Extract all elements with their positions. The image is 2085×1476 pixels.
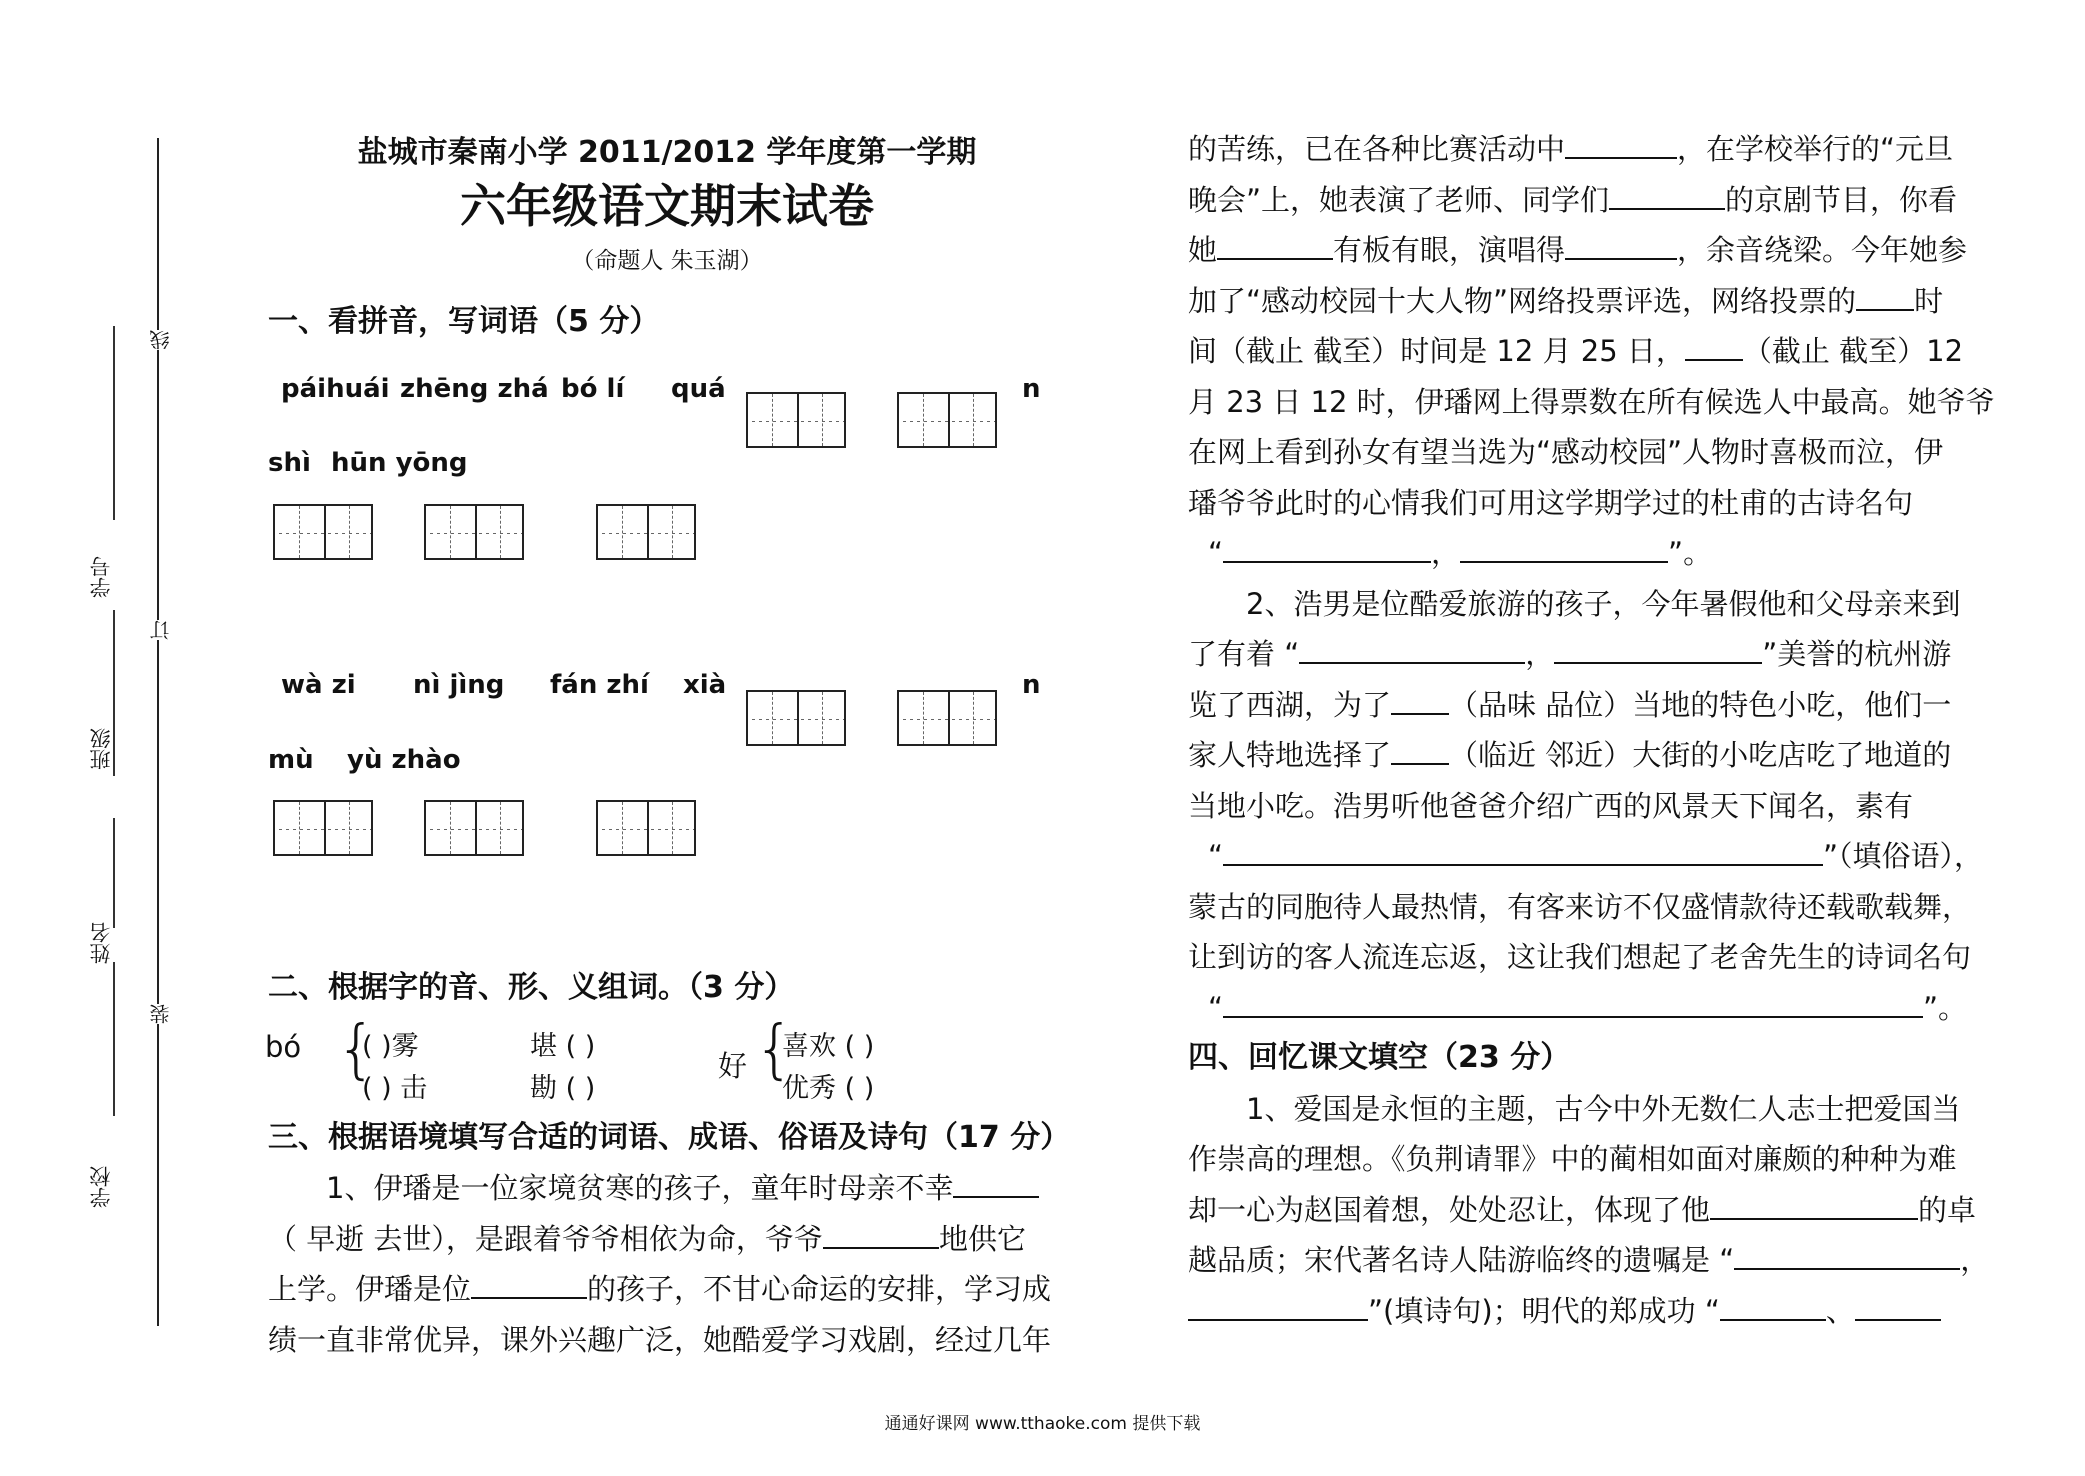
answer-blank[interactable] [1685,329,1743,361]
answer-blank[interactable] [1188,1289,1368,1321]
section3-heading: 三、根据语境填写合适的词语、成语、俗语及诗句（17 分） [268,1120,1071,1155]
school-line [113,962,115,1116]
text-line: “ [1208,990,1224,1025]
char-box[interactable] [746,690,846,746]
text-line: 上学。伊璠是位 [268,1272,472,1306]
name-label: 姓名 [89,922,113,964]
text-line: 在网上看到孙女有望当选为“感动校园”人物时喜极而泣，伊 [1188,435,1944,469]
student-no-line [113,326,115,520]
text-line: ， [1431,536,1461,570]
pinyin: shì [268,448,311,478]
bo-line2-a: ( ) 击 [362,1073,428,1104]
text-line: 作崇高的理想。《负荆请罪》中的蔺相如面对廉颇的种种为难 [1188,1142,1957,1176]
char-box[interactable] [897,690,997,746]
text-line: 家人特地选择了 [1188,738,1392,772]
brace-icon: { [336,1013,377,1087]
text-line: ”美誉的杭州游 [1762,637,1952,671]
text-line: 月 23 日 12 时，伊璠网上得票数在所有候选人中最高。她爷爷 [1188,384,1995,419]
answer-blank[interactable] [1460,531,1668,563]
answer-blank[interactable] [823,1217,939,1249]
pinyin: wà zi [281,670,356,700]
text-line: ， [1525,637,1555,671]
answer-blank[interactable] [1609,178,1725,210]
text-line: 加了“感动校园十大人物”网络投票评选，网络投票的 [1188,283,1857,318]
text-line: 蒙古的同胞待人最热情，有客来访不仅盛情款待还载歌载舞， [1188,889,1972,924]
text-line: 的京剧节目，你看 [1725,182,1958,217]
pinyin: mù [268,745,314,775]
text-line: （ 早逝 去世），是跟着爷爷相依为命，爷爷 [268,1221,823,1256]
text-line: 绩一直非常优异，课外兴趣广泛，她酷爱学习戏剧，经过几年 [268,1322,1052,1357]
answer-blank[interactable] [1720,1289,1826,1321]
bo-line1-a: ( )雾 [362,1031,419,1062]
text-line: “ [1208,536,1224,570]
text-line: 却一心为赵国着想，处处忍让，体现了他 [1188,1192,1711,1227]
answer-blank[interactable] [1223,986,1923,1018]
hao-char: 好 [718,1049,748,1083]
text-line: 越品质；宋代著名诗人陆游临终的遗嘱是 “ [1188,1243,1735,1277]
pinyin: nì jìng [413,670,505,700]
text-line: 让到访的客人流连忘返，这让我们想起了老舍先生的诗词名句 [1188,940,1972,974]
pinyin: n [1022,374,1041,404]
line-marker: 线 [146,330,175,350]
char-box[interactable] [897,392,997,448]
text-line: 晚会”上，她表演了老师、同学们 [1188,182,1610,217]
pinyin: bó lí [561,374,625,404]
section1-heading: 一、看拼音，写词语（5 分） [268,304,660,339]
text-line: 间（截止 截至）时间是 12 月 25 日， [1188,334,1685,368]
answer-blank[interactable] [1554,632,1762,664]
text-line: “ [1208,839,1224,873]
pinyin: páihuái [281,374,390,404]
char-box[interactable] [273,800,373,856]
text-line: 览了西湖，为了 [1188,687,1392,722]
answer-blank[interactable] [1391,683,1449,715]
pinyin: yù zhào [347,745,461,775]
text-line: 1、伊璠是一位家境贫寒的孩子，童年时母亲不幸 [326,1171,954,1205]
hao-line2: 优秀 ( ) [782,1073,875,1104]
text-line: 有板有眼，演唱得 [1333,233,1566,267]
order-marker: 订 [146,620,175,640]
text-line: （临近 邻近）大街的小吃店吃了地道的 [1449,738,1952,772]
section2-heading: 二、根据字的音、形、义组词。（3 分） [268,970,795,1005]
answer-blank[interactable] [1855,1289,1941,1321]
text-line: ，余音绕梁。今年她参 [1677,233,1968,267]
answer-blank[interactable] [1217,228,1333,260]
footer-credit: 通通好课网 www.tthaoke.com 提供下载 [884,1414,1201,1434]
answer-blank[interactable] [1223,834,1823,866]
binding-line [157,138,159,1326]
text-line: 的孩子，不甘心命运的安排，学习成 [587,1272,1052,1306]
answer-blank[interactable] [471,1267,587,1299]
bo-line1-b: 堪 ( ) [530,1031,596,1062]
text-line: ， [1960,1243,1990,1277]
answer-blank[interactable] [1710,1188,1918,1220]
text-line: 2、浩男是位酷爱旅游的孩子，今年暑假他和父母亲来到 [1246,586,1961,621]
text-line: 地供它 [938,1221,1026,1256]
pinyin: quá [671,374,726,404]
pinyin: xià [683,670,727,700]
hao-line1: 喜欢 ( ) [782,1031,875,1062]
exam-subtitle: 盐城市秦南小学 2011/2012 学年度第一学期 [357,135,977,170]
text-line: 璠爷爷此时的心情我们可用这学期学过的杜甫的古诗名句 [1188,485,1914,520]
char-box[interactable] [596,800,696,856]
bo-pinyin: bó [265,1030,302,1064]
answer-blank[interactable] [1856,279,1914,311]
text-line: ，在学校举行的“元旦 [1677,132,1954,166]
answer-blank[interactable] [1565,228,1677,260]
answer-blank[interactable] [1223,531,1431,563]
brace-icon: { [754,1013,795,1087]
text-line: 她 [1188,233,1218,267]
char-box[interactable] [596,504,696,560]
text-line: 的卓 [1918,1192,1977,1227]
char-box[interactable] [424,800,524,856]
name-line [113,818,115,928]
pinyin: n [1022,670,1041,700]
text-line: 当地小吃。浩男听他爸爸介绍广西的风景天下闻名，素有 [1188,788,1914,823]
school-label: 学校 [89,1166,113,1208]
text-line: ”（填俗语）， [1823,839,1984,873]
text-line: 、 [1825,1293,1855,1328]
text-line: 了有着 “ [1188,637,1300,671]
char-box[interactable] [273,504,373,560]
text-line: ”。 [1923,990,1968,1025]
exam-title: 六年级语文期末试卷 [460,179,874,233]
exam-author: （命题人 朱玉湖） [571,248,763,274]
class-label: 班级 [89,728,113,770]
section4-heading: 四、回忆课文填空（23 分） [1188,1040,1571,1075]
text-line: 时 [1914,283,1944,318]
answer-blank[interactable] [1391,733,1449,765]
section3-paragraph1 [268,1163,1068,1365]
pinyin: fán zhí [550,670,649,700]
bo-line2-b: 勘 ( ) [530,1073,596,1104]
text-line: （品味 品位）当地的特色小吃，他们一 [1449,687,1952,722]
answer-blank[interactable] [1565,127,1677,159]
pinyin: zhēng zhá [400,374,549,404]
pinyin: hūn yōng [331,448,468,478]
text-line: 1、爱国是永恒的主题，古今中外无数仁人志士把爱国当 [1246,1091,1961,1126]
answer-blank[interactable] [1299,632,1525,664]
right-column [1188,124,2008,1336]
student-no-label: 学号 [89,556,113,598]
text-line: ”。 [1668,536,1713,570]
char-box[interactable] [424,504,524,560]
answer-blank[interactable] [953,1166,1039,1198]
char-box[interactable] [746,392,846,448]
answer-blank[interactable] [1734,1238,1960,1270]
text-line: （截止 截至）12 [1742,334,1964,368]
text-line: ”(填诗句)；明代的郑成功 “ [1368,1293,1720,1328]
text-line: 的苦练，已在各种比赛活动中 [1188,132,1566,166]
bind-marker: 装 [146,1004,175,1024]
